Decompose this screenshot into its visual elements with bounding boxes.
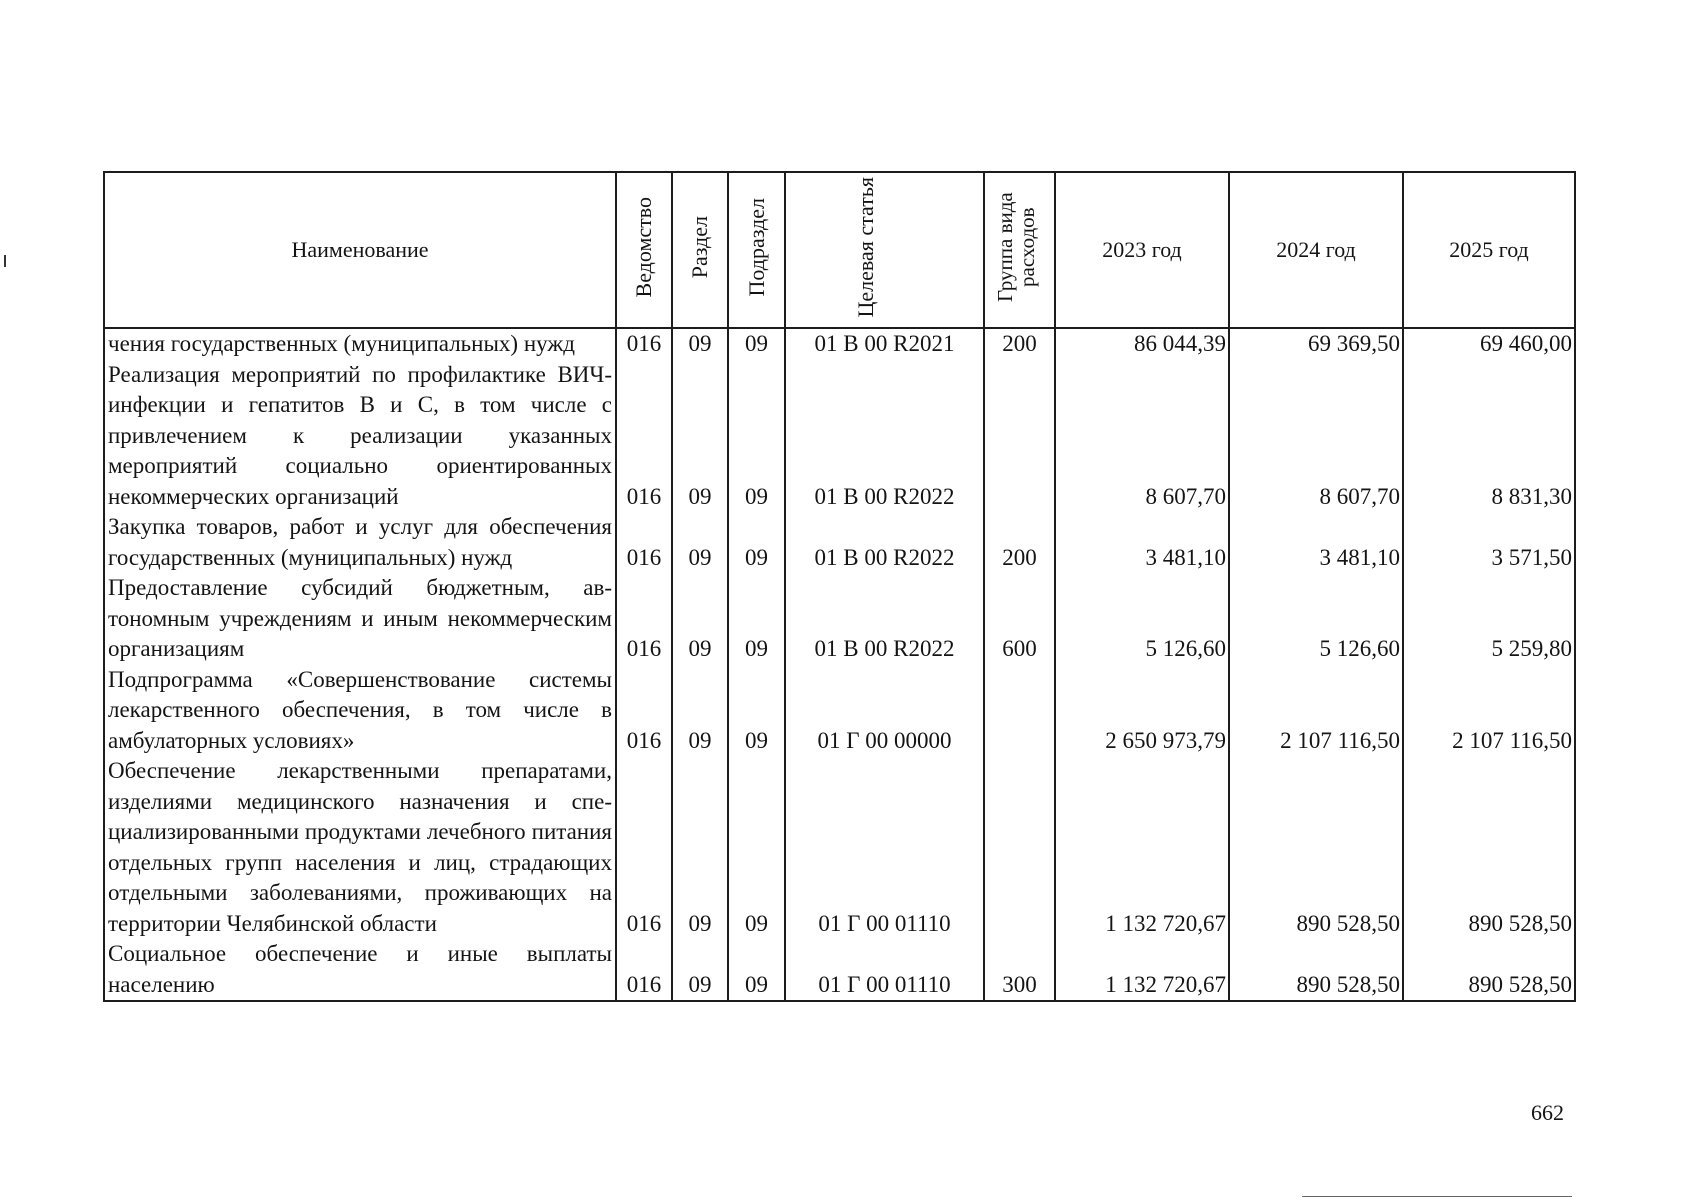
row-razdel: 09 xyxy=(672,512,728,573)
row-tselevaya: 01 В 00 R2021 xyxy=(785,328,984,360)
header-tselevaya xyxy=(785,172,984,328)
row-name: Закупка товаров, работ и услуг для обеспечения государственных (муниципальных) нужд xyxy=(104,512,616,573)
table-row xyxy=(104,665,1575,757)
row-2023: 1 132 720,67 xyxy=(1055,756,1229,939)
row-gruppa xyxy=(984,360,1055,513)
row-podrazdel: 09 xyxy=(728,512,785,573)
row-gruppa xyxy=(984,756,1055,939)
row-podrazdel: 09 xyxy=(728,756,785,939)
row-2023: 86 044,39 xyxy=(1055,328,1229,360)
row-2023: 2 650 973,79 xyxy=(1055,665,1229,757)
header-2025-label: 2025 год xyxy=(1449,237,1529,262)
row-2024: 2 107 116,50 xyxy=(1229,665,1403,757)
row-podrazdel: 09 xyxy=(728,939,785,1001)
row-2023: 3 481,10 xyxy=(1055,512,1229,573)
row-tselevaya: 01 В 00 R2022 xyxy=(785,360,984,513)
row-vedomstvo: 016 xyxy=(616,328,672,360)
header-name xyxy=(104,172,616,328)
row-podrazdel: 09 xyxy=(728,360,785,513)
header-razdel xyxy=(672,172,728,328)
row-tselevaya: 01 Г 00 01110 xyxy=(785,939,984,1001)
table-row xyxy=(104,328,1575,360)
row-vedomstvo: 016 xyxy=(616,360,672,513)
scan-mark xyxy=(4,255,6,267)
row-2024: 8 607,70 xyxy=(1229,360,1403,513)
header-tselevaya-label: Целевая статья xyxy=(852,176,878,318)
row-2025: 2 107 116,50 xyxy=(1403,665,1575,757)
row-2024: 890 528,50 xyxy=(1229,939,1403,1001)
header-2024 xyxy=(1229,172,1403,328)
row-razdel: 09 xyxy=(672,665,728,757)
footer-rule xyxy=(1302,1196,1572,1197)
row-2023: 8 607,70 xyxy=(1055,360,1229,513)
row-2023: 5 126,60 xyxy=(1055,573,1229,665)
row-tselevaya: 01 В 00 R2022 xyxy=(785,512,984,573)
table-row xyxy=(104,360,1575,513)
row-podrazdel: 09 xyxy=(728,665,785,757)
header-gruppa-label: Группа вида расходов xyxy=(992,192,1039,302)
row-name: Реализация мероприятий по профилактике ВИЧ-инфекции и гепатитов В и С, в том числе с привлечением к реализации указанных мероприятий социально ориентированных некоммерческих организаций xyxy=(104,360,616,513)
row-podrazdel: 09 xyxy=(728,328,785,360)
row-vedomstvo: 016 xyxy=(616,665,672,757)
row-gruppa: 600 xyxy=(984,573,1055,665)
row-gruppa: 300 xyxy=(984,939,1055,1001)
row-gruppa xyxy=(984,665,1055,757)
header-row xyxy=(104,172,1575,328)
row-vedomstvo: 016 xyxy=(616,512,672,573)
row-razdel: 09 xyxy=(672,328,728,360)
row-razdel: 09 xyxy=(672,756,728,939)
row-2024: 890 528,50 xyxy=(1229,756,1403,939)
row-tselevaya: 01 Г 00 01110 xyxy=(785,756,984,939)
budget-table xyxy=(103,171,1576,1002)
row-2024: 5 126,60 xyxy=(1229,573,1403,665)
row-2025: 3 571,50 xyxy=(1403,512,1575,573)
header-razdel-label: Раздел xyxy=(687,215,713,279)
page-number: 662 xyxy=(1531,1100,1564,1125)
row-gruppa: 200 xyxy=(984,328,1055,360)
row-tselevaya: 01 Г 00 00000 xyxy=(785,665,984,757)
row-name: Подпрограмма «Совершенствование системы лекарственного обеспечения, в том числе в амбулаторных условиях» xyxy=(104,665,616,757)
header-vedomstvo-label: Ведомство xyxy=(631,196,657,298)
row-gruppa: 200 xyxy=(984,512,1055,573)
header-2023-label: 2023 год xyxy=(1102,237,1182,262)
table-row xyxy=(104,756,1575,939)
header-podrazdel-label: Подраздел xyxy=(743,197,769,297)
row-2025: 8 831,30 xyxy=(1403,360,1575,513)
row-2025: 69 460,00 xyxy=(1403,328,1575,360)
row-razdel: 09 xyxy=(672,573,728,665)
row-2025: 890 528,50 xyxy=(1403,939,1575,1001)
row-2024: 69 369,50 xyxy=(1229,328,1403,360)
row-vedomstvo: 016 xyxy=(616,756,672,939)
row-name: чения государственных (муниципальных) нужд xyxy=(104,328,616,360)
header-2025 xyxy=(1403,172,1575,328)
header-podrazdel xyxy=(728,172,785,328)
row-vedomstvo: 016 xyxy=(616,939,672,1001)
header-vedomstvo xyxy=(616,172,672,328)
row-2024: 3 481,10 xyxy=(1229,512,1403,573)
header-2024-label: 2024 год xyxy=(1276,237,1356,262)
header-gruppa xyxy=(984,172,1055,328)
row-name: Социальное обеспечение и иные выплаты населению xyxy=(104,939,616,1001)
header-name-label: Наименование xyxy=(291,237,429,262)
row-tselevaya: 01 В 00 R2022 xyxy=(785,573,984,665)
row-2025: 890 528,50 xyxy=(1403,756,1575,939)
table-row xyxy=(104,573,1575,665)
row-name: Предоставление субсидий бюджетным, автономным учреждениям и иным некоммерческим организациям xyxy=(104,573,616,665)
row-razdel: 09 xyxy=(672,939,728,1001)
row-vedomstvo: 016 xyxy=(616,573,672,665)
table-row xyxy=(104,939,1575,1001)
table-row xyxy=(104,512,1575,573)
row-name: Обеспечение лекарственными препаратами, изделиями медицинского назначения и специализированными продуктами лечебного питания отдельных групп населения и лиц, страдающих отдельными заболеваниями, проживающих на территории Челябинской области xyxy=(104,756,616,939)
row-podrazdel: 09 xyxy=(728,573,785,665)
row-2023: 1 132 720,67 xyxy=(1055,939,1229,1001)
row-2025: 5 259,80 xyxy=(1403,573,1575,665)
row-razdel: 09 xyxy=(672,360,728,513)
header-2023 xyxy=(1055,172,1229,328)
